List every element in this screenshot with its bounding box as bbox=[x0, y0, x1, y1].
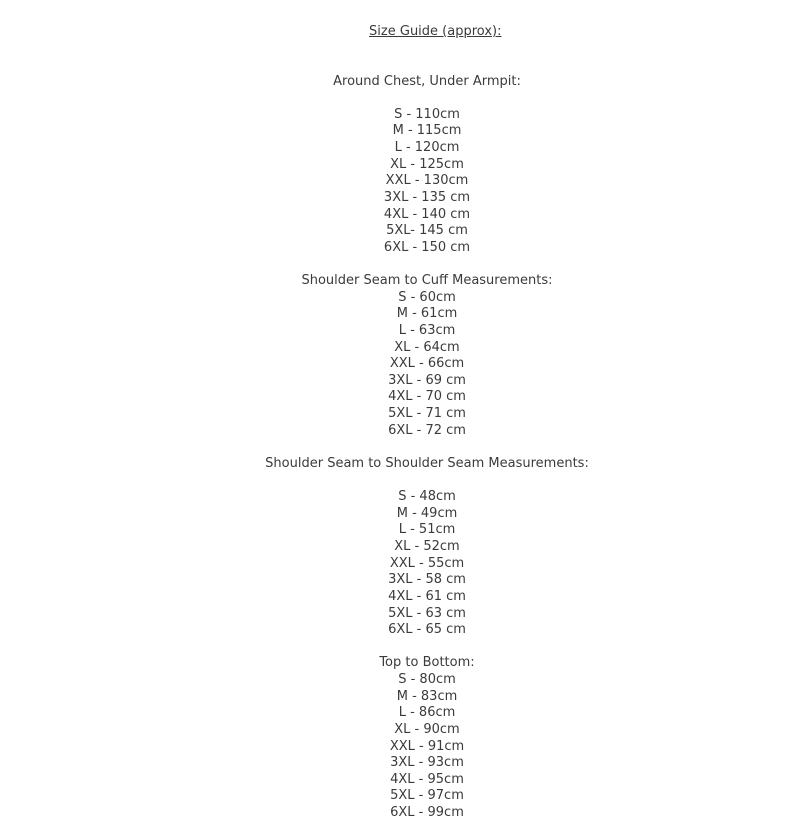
size-row: 5XL - 63 cm bbox=[388, 605, 466, 621]
size-row: S - 110cm bbox=[394, 106, 460, 122]
size-row: 6XL - 150 cm bbox=[383, 239, 471, 255]
size-row: L - 86cm bbox=[398, 705, 456, 721]
size-row: 4XL - 70 cm bbox=[388, 389, 466, 405]
size-row: XL - 125cm bbox=[390, 156, 464, 172]
size-row: XXL - 130cm bbox=[385, 173, 469, 189]
size-list-shoulder bbox=[54, 489, 800, 639]
blank-line bbox=[54, 57, 800, 74]
section-heading-cuff: Shoulder Seam to Cuff Measurements: bbox=[301, 273, 553, 288]
section-heading-length: Top to Bottom: bbox=[379, 655, 475, 671]
size-row: L - 51cm bbox=[398, 522, 456, 538]
size-list-cuff bbox=[54, 290, 800, 440]
blank-line bbox=[54, 90, 800, 107]
section-heading-chest: Around Chest, Under Armpit: bbox=[333, 73, 521, 89]
size-row: 3XL - 93cm bbox=[390, 755, 464, 771]
page-title-text: Size Guide (approx): bbox=[369, 23, 502, 39]
size-row: M - 49cm bbox=[396, 505, 458, 521]
size-row: XXL - 55cm bbox=[389, 555, 465, 571]
size-row: 3XL - 135 cm bbox=[383, 189, 471, 205]
blank-line bbox=[54, 439, 800, 456]
size-row: 6XL - 99cm bbox=[390, 805, 464, 820]
size-row: 6XL - 65 cm bbox=[388, 622, 466, 638]
size-row: 5XL - 97cm bbox=[390, 788, 464, 804]
size-list-length bbox=[54, 672, 800, 822]
size-row: L - 120cm bbox=[394, 140, 460, 155]
size-row: 5XL - 71 cm bbox=[388, 406, 466, 421]
blank-line bbox=[54, 639, 800, 656]
size-list-chest bbox=[54, 107, 800, 257]
size-row: M - 83cm bbox=[396, 688, 458, 704]
size-row: XL - 52cm bbox=[394, 539, 460, 554]
size-row: L - 63cm bbox=[398, 322, 456, 338]
size-row: XL - 64cm bbox=[394, 339, 460, 355]
size-row: 3XL - 69 cm bbox=[388, 372, 466, 388]
size-row: 3XL - 58 cm bbox=[388, 572, 466, 588]
size-row: S - 48cm bbox=[398, 489, 456, 505]
blank-line bbox=[54, 473, 800, 490]
size-row: 6XL - 72 cm bbox=[388, 422, 466, 438]
blank-line bbox=[54, 256, 800, 273]
size-row: S - 80cm bbox=[398, 672, 456, 687]
size-row: M - 115cm bbox=[392, 123, 462, 139]
size-row: 4XL - 140 cm bbox=[383, 206, 471, 222]
size-row: 4XL - 95cm bbox=[390, 771, 464, 787]
size-row: 5XL- 145 cm bbox=[386, 223, 468, 239]
size-row: M - 61cm bbox=[396, 306, 458, 322]
size-row: XL - 90cm bbox=[394, 721, 460, 737]
size-row: S - 60cm bbox=[398, 289, 456, 305]
size-row: XXL - 91cm bbox=[389, 738, 465, 754]
size-row: 4XL - 61 cm bbox=[388, 588, 466, 604]
page-title bbox=[54, 7, 800, 57]
size-row: XXL - 66cm bbox=[389, 356, 465, 372]
section-heading-shoulder: Shoulder Seam to Shoulder Seam Measurements: bbox=[265, 455, 589, 471]
